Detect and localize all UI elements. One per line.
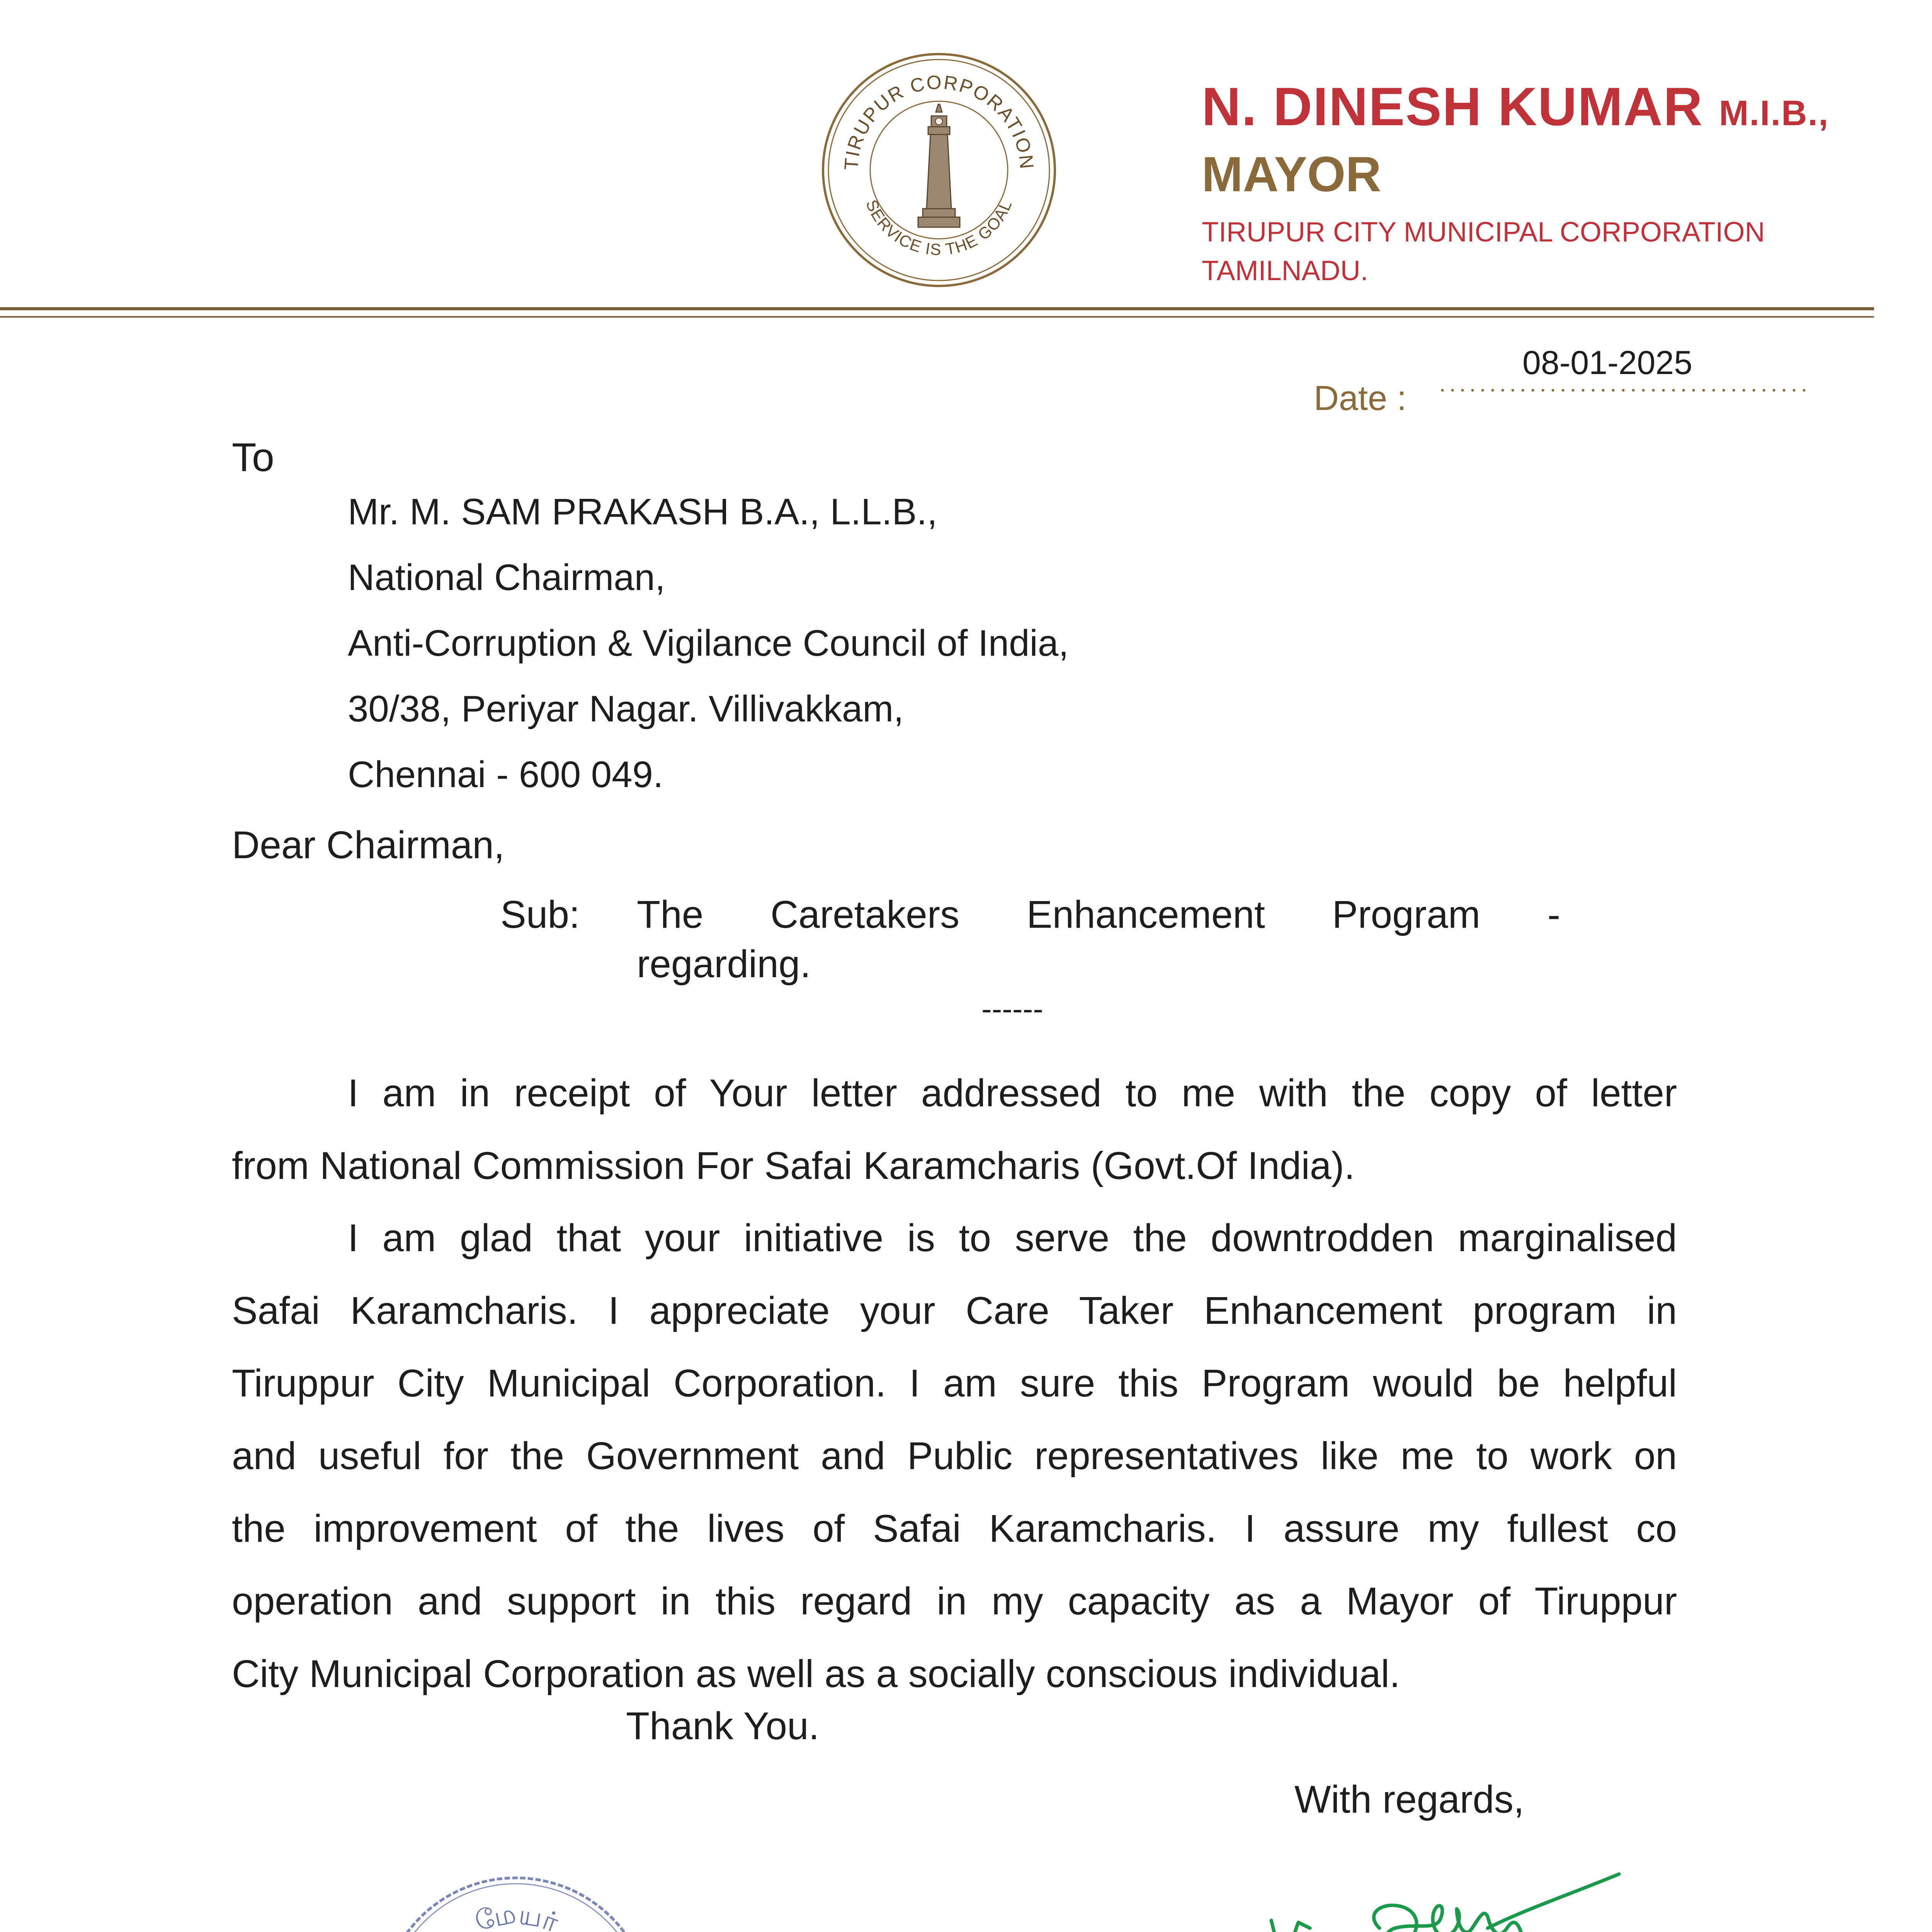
body-line: City Municipal Corporation as well as a socially conscious individual. — [232, 1652, 1400, 1696]
recipient-line: 30/38, Periyar Nagar. Villivakkam, — [348, 688, 904, 730]
emblem-bottom-text: SERVICE IS THE GOAL — [862, 197, 1015, 259]
greeting: Dear Chairman, — [232, 823, 505, 867]
svg-text:மேயர் — [472, 1898, 563, 1932]
mayor-title: MAYOR — [1202, 147, 1381, 202]
body-line: the improvement of the lives of Safai Karamcharis. I assure my fullest co — [232, 1507, 1677, 1550]
body-line: I am glad that your initiative is to serve the downtrodden marginalised — [348, 1216, 1677, 1260]
corporation-line-2: TAMILNADU. — [1202, 255, 1368, 286]
body-paragraph-1 — [232, 1057, 1677, 1202]
body-line: Tiruppur City Municipal Corporation. I am sure this Program would be helpful — [232, 1362, 1677, 1405]
subject-rule: ------ — [981, 992, 1043, 1026]
to-label: To — [232, 435, 274, 480]
body-line: Safai Karamcharis. I appreciate your Care Taker Enhancement program in — [232, 1289, 1677, 1332]
recipient-line: Chennai - 600 049. — [348, 754, 663, 795]
recipient-line: Mr. M. SAM PRAKASH B.A., L.L.B., — [348, 491, 937, 532]
mayor-name — [1202, 75, 1829, 138]
official-seal — [369, 1866, 663, 1932]
emblem-top-text: TIRUPUR CORPORATION — [840, 71, 1038, 171]
recipient-line: National Chairman, — [348, 557, 665, 598]
body-line: operation and support in this regard in my capacity as a Mayor of Tiruppur — [232, 1580, 1677, 1623]
body-paragraph-2 — [232, 1202, 1677, 1710]
mayor-name-text: N. DINESH KUMAR — [1202, 76, 1703, 137]
with-regards: With regards, — [1294, 1778, 1524, 1821]
seal-top-text: மேயர் — [472, 1897, 563, 1932]
header-divider — [0, 307, 1874, 310]
date-label: Date : — [1314, 379, 1407, 418]
body-line: from National Commission For Safai Karamcharis (Govt.Of India). — [232, 1144, 1355, 1187]
subject-line-2: regarding. — [637, 942, 811, 986]
mayor-degree: M.I.B., — [1719, 94, 1829, 133]
recipient-line: Anti-Corruption & Vigilance Council of India, — [348, 622, 1069, 664]
thank-you: Thank You. — [626, 1704, 820, 1748]
date-value: 08-01-2025 — [1522, 344, 1692, 381]
body-line: I am in receipt of Your letter addressed to me with the copy of letter — [348, 1071, 1677, 1115]
subject-line-1: The Caretakers Enhancement Program - — [637, 893, 1560, 936]
body-line: and useful for the Government and Public representatives like me to work on — [232, 1434, 1677, 1478]
corporation-line-1: TIRUPUR CITY MUNICIPAL CORPORATION — [1202, 217, 1765, 248]
date-dotted-line — [1437, 388, 1812, 392]
handwritten-signature — [1256, 1870, 1642, 1932]
subject-label: Sub: — [500, 893, 580, 936]
corporation-emblem — [815, 46, 1063, 294]
header-divider-thin — [0, 316, 1874, 318]
